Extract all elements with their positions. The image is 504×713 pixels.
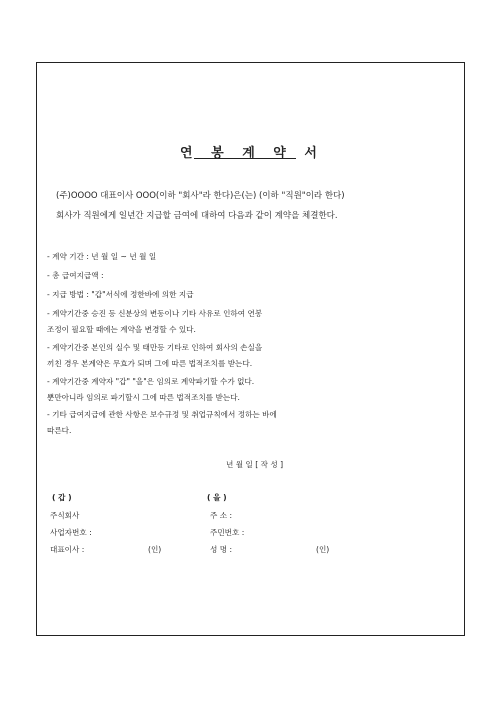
party-b-header: ( 을 ) <box>207 493 227 502</box>
intro-line-2: 회사가 직원에게 일년간 지급할 금여에 대하여 다음과 같이 계약을 체결한다. <box>56 211 338 221</box>
party-b-address: 주 소 : <box>210 511 233 520</box>
intro-line-1: (주)OOOO 대표이사 OOO(이하 "회사"라 한다)은(는) (이하 "직원"이라 한다) <box>56 191 345 201</box>
party-a-company: 주식회사 <box>50 511 80 520</box>
clause-no-termination-cont: 뿐만아니라 임의로 파기할시 그에 따른 법적조치를 받는다. <box>47 393 240 402</box>
title-underline <box>194 158 296 159</box>
party-b-resident-no: 주민번호 : <box>210 528 245 537</box>
party-b-name: 성 명 : <box>210 545 233 554</box>
party-a-header: ( 갑 ) <box>52 493 72 502</box>
clause-negligence-cont: 끼친 경우 본계약은 무효가 되며 그에 따른 법적조치를 받는다. <box>47 359 253 368</box>
clause-other: - 기타 급여지급에 관한 사항은 보수규정 및 취업규칙에서 정하는 바에 <box>47 410 277 419</box>
clause-status-change-cont: 조정이 필요할 때에는 계약을 변경할 수 있다. <box>47 325 196 334</box>
clause-contract-period: - 계약 기간 : 년 월 일 ~ 년 월 일 <box>47 252 157 261</box>
party-a-biz-no: 사업자번호 : <box>50 528 92 537</box>
party-a-seal: (인) <box>148 545 162 554</box>
clause-payment-method: - 지급 방법 : "갑"서식에 정한바에 의한 지급 <box>47 290 194 299</box>
date-line: 년 월 일 [ 작 성 ] <box>226 460 284 469</box>
party-b-seal: (인) <box>316 545 330 554</box>
party-a-ceo: 대표이사 : <box>50 545 85 554</box>
clause-other-cont: 따른다. <box>47 426 72 435</box>
clause-total-pay: - 총 급여지급액 : <box>47 271 104 280</box>
clause-status-change: - 계약기간중 승진 등 신분상의 변동이나 기타 사유로 인하여 연봉 <box>47 309 263 318</box>
clause-negligence: - 계약기간중 본인의 실수 및 태만등 기타로 인하여 회사의 손실을 <box>47 343 263 352</box>
document-title: 연 봉 계 약 서 <box>180 146 324 161</box>
clause-no-termination: - 계약기간중 계약자 "갑" "을"은 임의로 계약파기할 수가 없다. <box>47 377 255 386</box>
